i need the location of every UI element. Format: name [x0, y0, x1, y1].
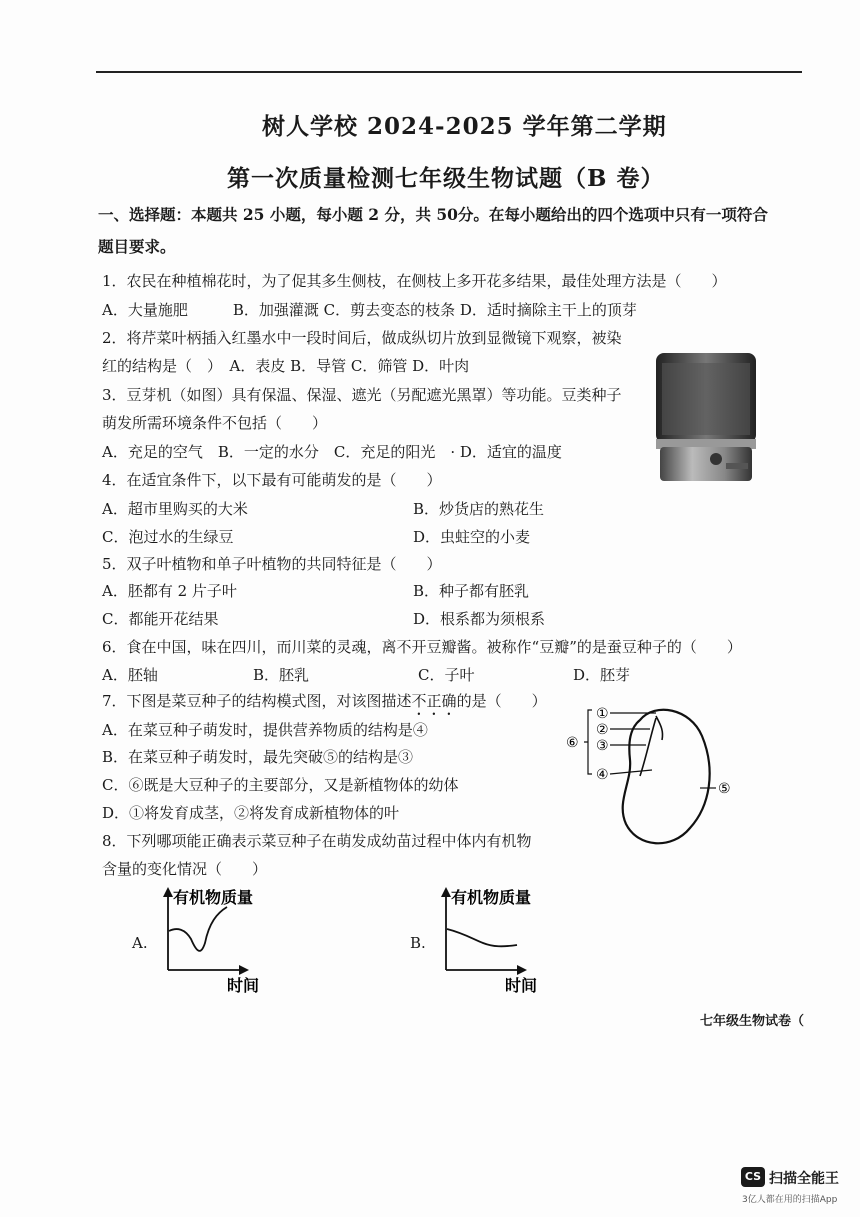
question-1-options: A．大量施肥 B．加强灌溉 C．剪去变态的枝条 D．适时摘除主干上的顶芽 [102, 301, 637, 319]
question-7-stem-post: 的是（ ） [456, 692, 547, 710]
question-4-option-b: B．炒货店的熟花生 [413, 500, 545, 518]
label-5: ⑤ [718, 781, 731, 797]
graph-b [433, 883, 563, 998]
label-1: ① [596, 706, 609, 722]
question-4-option-c: C．泡过水的生绿豆 [102, 528, 234, 546]
question-6-stem: 6．食在中国，味在四川，而川菜的灵魂，离不开豆瓣酱。被称作“豆瓣”的是蚕豆种子的（ ） [102, 638, 742, 656]
question-2-stem-cont: 红的结构是（ ） A．表皮 B．导管 C．筛管 D．叶肉 [102, 357, 470, 375]
graph-a-letter: A. [132, 934, 148, 952]
question-7-stem [102, 690, 547, 719]
graph-b-xlabel: 时间 [505, 976, 538, 995]
plumule-leaf [656, 716, 663, 740]
question-3-stem-cont: 萌发所需环境条件不包括（ ） [102, 414, 328, 432]
graph-b-curve [447, 929, 517, 946]
label-2: ② [596, 722, 609, 738]
question-6-option-c: C．子叶 [418, 666, 475, 684]
school-title: 树人学校 2024-2025 学年第二学期 [262, 113, 667, 140]
question-5-option-a: A．胚都有 2 片子叶 [102, 582, 237, 600]
label-4: ④ [596, 767, 609, 783]
graph-b-letter: B. [410, 934, 426, 952]
sprout-machine-image [652, 353, 760, 485]
question-2-stem: 2．将芹菜叶柄插入红墨水中一段时间后，做成纵切片放到显微镜下观察，被染 [102, 329, 622, 347]
section-heading: 一、选择题：本题共 25 小题，每小题 2 分，共 50分。在每小题给出的四个选项中只有一项符合 [98, 205, 768, 224]
embryo-curve [640, 718, 656, 776]
graph-a-ylabel: 有机物质量 [173, 888, 254, 907]
seed-coat-outline [623, 710, 710, 844]
question-5-option-c: C．都能开花结果 [102, 610, 219, 628]
question-7-emphasis: 不正确 [411, 692, 457, 710]
question-8-stem-cont: 含量的变化情况（ ） [102, 860, 268, 878]
graph-a-curve [169, 907, 227, 951]
exam-title: 第一次质量检测七年级生物试题（B 卷） [227, 165, 665, 192]
question-4-option-a: A．超市里购买的大米 [102, 500, 248, 518]
graph-b-ylabel: 有机物质量 [451, 888, 532, 907]
question-4-stem: 4．在适宜条件下，以下最有可能萌发的是（ ） [102, 471, 442, 489]
label-3: ③ [596, 738, 609, 754]
question-7-option-b: B．在菜豆种子萌发时，最先突破⑤的结构是③ [102, 748, 414, 766]
question-1-stem: 1．农民在种植棉花时，为了促其多生侧枝，在侧枝上多开花多结果，最佳处理方法是（ ） [102, 272, 727, 290]
question-5-option-b: B．种子都有胚乳 [413, 582, 530, 600]
question-6-option-b: B．胚乳 [253, 666, 310, 684]
scanner-logo-icon: CS [741, 1167, 765, 1187]
label-6: ⑥ [566, 735, 579, 751]
question-3-options: A．充足的空气 B．一定的水分 C．充足的阳光 · D．适宜的温度 [102, 443, 562, 461]
question-7-option-a: A．在菜豆种子萌发时，提供营养物质的结构是④ [102, 721, 428, 739]
question-8-stem: 8．下列哪项能正确表示菜豆种子在萌发成幼苗过程中体内有机物 [102, 832, 532, 850]
question-7-option-c: C．⑥既是大豆种子的主要部分，又是新植物体的幼体 [102, 776, 459, 794]
question-6-option-a: A．胚轴 [102, 666, 158, 684]
question-4-option-d: D．虫蛀空的小麦 [413, 528, 531, 546]
top-rule [96, 71, 802, 73]
question-7-stem-pre: 7．下图是菜豆种子的结构模式图，对该图描述 [102, 692, 412, 710]
question-6-option-d: D．胚芽 [573, 666, 631, 684]
question-7-option-d: D．①将发育成茎，②将发育成新植物体的叶 [102, 804, 400, 822]
scanner-app-tagline: 3亿人都在用的扫描App [742, 1195, 838, 1205]
section-heading-cont: 题目要求。 [98, 237, 176, 256]
page-footer: 七年级生物试卷（ [700, 1014, 805, 1029]
bean-seed-diagram [560, 698, 750, 856]
graph-a [155, 883, 285, 998]
scanner-app-name: 扫描全能王 [769, 1171, 839, 1187]
question-5-stem: 5．双子叶植物和单子叶植物的共同特征是（ ） [102, 555, 442, 573]
question-3-stem: 3．豆芽机（如图）具有保温、保湿、遮光（另配遮光黑罩）等功能。豆类种子 [102, 386, 622, 404]
question-5-option-d: D．根系都为须根系 [413, 610, 546, 628]
graph-a-xlabel: 时间 [227, 976, 260, 995]
